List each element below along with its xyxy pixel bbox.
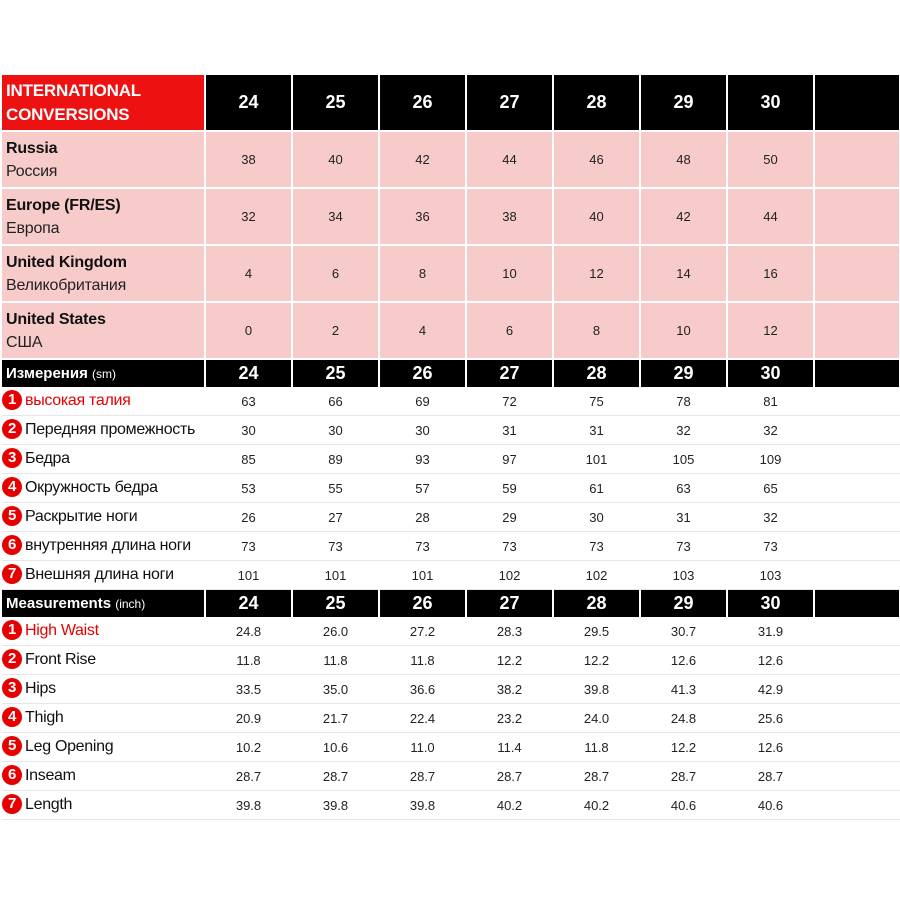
size-chart xyxy=(2,75,900,820)
measurement-label: Окружность бедра xyxy=(25,479,158,496)
measurement-value: 101 xyxy=(205,561,292,590)
measurement-label: Leg Opening xyxy=(25,738,114,755)
size-header-cell: 30 xyxy=(727,75,814,131)
region-name: Europe (FR/ES) xyxy=(6,196,121,214)
measurement-value: 81 xyxy=(727,387,814,416)
measurement-label: Thigh xyxy=(25,709,64,726)
number-badge-icon: 1 xyxy=(2,390,22,410)
measurement-label-cell xyxy=(2,762,205,791)
measurement-value: 28.7 xyxy=(205,762,292,791)
conversion-region-cell xyxy=(2,245,205,302)
size-header-cell: 29 xyxy=(640,75,727,131)
measurement-value: 20.9 xyxy=(205,704,292,733)
measurement-value: 30 xyxy=(553,503,640,532)
measurement-value: 61 xyxy=(553,474,640,503)
measurement-value: 63 xyxy=(640,474,727,503)
measurement-value: 73 xyxy=(292,532,379,561)
conversion-value: 10 xyxy=(466,245,553,302)
measurement-label-cell xyxy=(2,617,205,646)
measurement-label-cell xyxy=(2,532,205,561)
section-title-text: Измерения xyxy=(6,365,88,382)
measurement-row xyxy=(2,646,900,675)
conversion-row xyxy=(2,302,900,359)
size-header-cell: 27 xyxy=(466,590,553,618)
conversion-value: 0 xyxy=(205,302,292,359)
measurement-value: 36.6 xyxy=(379,675,466,704)
measurement-row xyxy=(2,503,900,532)
measurement-value: 28.7 xyxy=(379,762,466,791)
conversion-value: 16 xyxy=(727,245,814,302)
sm-section-header xyxy=(2,359,900,387)
measurement-label: высокая талия xyxy=(25,392,131,409)
measurement-value: 75 xyxy=(553,387,640,416)
number-badge-icon: 4 xyxy=(2,477,22,497)
measurement-value: 28 xyxy=(379,503,466,532)
number-badge-icon: 1 xyxy=(2,620,22,640)
size-header-cell: 24 xyxy=(205,590,292,618)
size-header-cell: 27 xyxy=(466,359,553,387)
measurement-value: 12.2 xyxy=(640,733,727,762)
measurement-value: 23.2 xyxy=(466,704,553,733)
measurement-value: 66 xyxy=(292,387,379,416)
measurement-row xyxy=(2,474,900,503)
measurement-value: 39.8 xyxy=(379,791,466,820)
measurement-value: 27 xyxy=(292,503,379,532)
measurement-label-cell xyxy=(2,416,205,445)
size-header-cell: 25 xyxy=(292,590,379,618)
measurement-value: 10.6 xyxy=(292,733,379,762)
region-translation: Великобритания xyxy=(6,276,127,294)
size-header-cell: 28 xyxy=(553,359,640,387)
measurement-value: 24.0 xyxy=(553,704,640,733)
measurement-value: 65 xyxy=(727,474,814,503)
conversion-region-cell xyxy=(2,302,205,359)
measurement-label-cell xyxy=(2,733,205,762)
measurement-row xyxy=(2,704,900,733)
measurement-value: 73 xyxy=(205,532,292,561)
measurement-value: 59 xyxy=(466,474,553,503)
conversion-value: 8 xyxy=(553,302,640,359)
measurement-value: 73 xyxy=(553,532,640,561)
empty-cell xyxy=(814,445,900,474)
measurement-row xyxy=(2,733,900,762)
measurement-value: 28.7 xyxy=(466,762,553,791)
region-translation: Россия xyxy=(6,162,58,180)
size-header-cell: 29 xyxy=(640,590,727,618)
size-header-cell: 30 xyxy=(727,590,814,618)
measurement-value: 53 xyxy=(205,474,292,503)
conversion-value: 4 xyxy=(379,302,466,359)
measurement-label: Length xyxy=(25,796,73,813)
measurement-label: High Waist xyxy=(25,622,99,639)
conversion-value: 38 xyxy=(466,188,553,245)
measurement-value: 73 xyxy=(640,532,727,561)
measurement-value: 12.6 xyxy=(727,733,814,762)
measurement-value: 28.7 xyxy=(727,762,814,791)
conversion-value: 38 xyxy=(205,131,292,188)
number-badge-icon: 3 xyxy=(2,678,22,698)
measurement-value: 101 xyxy=(292,561,379,590)
measurement-value: 30 xyxy=(379,416,466,445)
measurement-value: 11.8 xyxy=(292,646,379,675)
conversion-value: 32 xyxy=(205,188,292,245)
measurement-value: 29.5 xyxy=(553,617,640,646)
measurement-value: 102 xyxy=(466,561,553,590)
conversion-value: 34 xyxy=(292,188,379,245)
size-table xyxy=(2,75,900,820)
empty-cell xyxy=(814,733,900,762)
measurement-value: 26.0 xyxy=(292,617,379,646)
number-badge-icon: 7 xyxy=(2,794,22,814)
measurement-value: 26 xyxy=(205,503,292,532)
conversion-value: 40 xyxy=(553,188,640,245)
measurement-value: 27.2 xyxy=(379,617,466,646)
conversion-row xyxy=(2,245,900,302)
measurement-value: 39.8 xyxy=(292,791,379,820)
conversion-value: 36 xyxy=(379,188,466,245)
measurement-value: 11.8 xyxy=(205,646,292,675)
region-name: Russia xyxy=(6,139,58,157)
region-translation: Европа xyxy=(6,219,60,237)
measurement-row xyxy=(2,675,900,704)
empty-cell xyxy=(814,762,900,791)
measurement-label-cell xyxy=(2,646,205,675)
measurement-label: Inseam xyxy=(25,767,76,784)
conversion-value: 44 xyxy=(466,131,553,188)
number-badge-icon: 3 xyxy=(2,448,22,468)
number-badge-icon: 5 xyxy=(2,736,22,756)
measurement-value: 63 xyxy=(205,387,292,416)
empty-cell xyxy=(814,474,900,503)
conversion-value: 44 xyxy=(727,188,814,245)
empty-cell xyxy=(814,617,900,646)
measurement-value: 41.3 xyxy=(640,675,727,704)
measurement-value: 12.2 xyxy=(466,646,553,675)
conversion-value: 6 xyxy=(466,302,553,359)
measurement-value: 12.6 xyxy=(727,646,814,675)
measurement-value: 32 xyxy=(727,416,814,445)
measurement-value: 11.4 xyxy=(466,733,553,762)
number-badge-icon: 6 xyxy=(2,535,22,555)
measurement-value: 30 xyxy=(292,416,379,445)
empty-cell xyxy=(814,791,900,820)
measurement-value: 30.7 xyxy=(640,617,727,646)
measurement-row xyxy=(2,532,900,561)
conversions-title: INTERNATIONAL CONVERSIONS xyxy=(2,75,205,131)
measurement-label: Раскрытие ноги xyxy=(25,508,138,525)
section-unit: (inch) xyxy=(115,597,146,611)
conversion-row xyxy=(2,131,900,188)
measurement-row xyxy=(2,387,900,416)
conversion-value: 6 xyxy=(292,245,379,302)
measurement-value: 29 xyxy=(466,503,553,532)
measurement-value: 105 xyxy=(640,445,727,474)
measurement-value: 101 xyxy=(553,445,640,474)
measurement-label-cell xyxy=(2,704,205,733)
conversion-value: 40 xyxy=(292,131,379,188)
empty-cell xyxy=(814,561,900,590)
number-badge-icon: 6 xyxy=(2,765,22,785)
number-badge-icon: 2 xyxy=(2,419,22,439)
conversion-value: 50 xyxy=(727,131,814,188)
measurement-value: 31 xyxy=(553,416,640,445)
conversion-region-cell xyxy=(2,188,205,245)
measurement-value: 40.2 xyxy=(553,791,640,820)
empty-cell xyxy=(814,704,900,733)
measurement-value: 89 xyxy=(292,445,379,474)
measurement-value: 10.2 xyxy=(205,733,292,762)
region-translation: США xyxy=(6,333,43,351)
measurement-value: 103 xyxy=(640,561,727,590)
section-unit: (sm) xyxy=(92,367,117,381)
measurement-value: 39.8 xyxy=(553,675,640,704)
conversions-header-row xyxy=(2,75,900,131)
measurement-value: 72 xyxy=(466,387,553,416)
inch-section-header xyxy=(2,590,900,618)
measurement-value: 55 xyxy=(292,474,379,503)
size-header-cell: 26 xyxy=(379,75,466,131)
measurement-value: 24.8 xyxy=(205,617,292,646)
measurement-label-cell xyxy=(2,791,205,820)
measurement-value: 73 xyxy=(727,532,814,561)
size-header-cell: 25 xyxy=(292,75,379,131)
measurement-value: 73 xyxy=(379,532,466,561)
conversion-region-cell xyxy=(2,131,205,188)
measurement-value: 73 xyxy=(466,532,553,561)
measurement-label-cell xyxy=(2,387,205,416)
measurement-row xyxy=(2,445,900,474)
empty-header-cell xyxy=(814,590,900,618)
conversion-value: 48 xyxy=(640,131,727,188)
size-header-cell: 24 xyxy=(205,359,292,387)
size-header-cell: 25 xyxy=(292,359,379,387)
size-header-cell: 28 xyxy=(553,75,640,131)
section-title xyxy=(2,359,205,387)
size-header-cell: 28 xyxy=(553,590,640,618)
empty-cell xyxy=(814,675,900,704)
measurement-value: 30 xyxy=(205,416,292,445)
conversion-value: 2 xyxy=(292,302,379,359)
measurement-value: 78 xyxy=(640,387,727,416)
empty-cell xyxy=(814,646,900,675)
size-header-cell: 24 xyxy=(205,75,292,131)
section-title xyxy=(2,590,205,618)
measurement-value: 11.0 xyxy=(379,733,466,762)
measurement-value: 101 xyxy=(379,561,466,590)
size-header-cell: 26 xyxy=(379,590,466,618)
number-badge-icon: 4 xyxy=(2,707,22,727)
measurement-value: 28.7 xyxy=(553,762,640,791)
empty-header-cell xyxy=(814,75,900,131)
measurement-label: Hips xyxy=(25,680,56,697)
empty-cell xyxy=(814,387,900,416)
measurement-label: Передняя промежность xyxy=(25,421,196,438)
measurement-label: Бедра xyxy=(25,450,70,467)
measurement-row xyxy=(2,561,900,590)
measurement-value: 103 xyxy=(727,561,814,590)
measurement-label: внутренняя длина ноги xyxy=(25,537,191,554)
measurement-value: 97 xyxy=(466,445,553,474)
measurement-value: 38.2 xyxy=(466,675,553,704)
conversion-value: 46 xyxy=(553,131,640,188)
empty-cell xyxy=(814,416,900,445)
measurement-value: 32 xyxy=(640,416,727,445)
measurement-value: 85 xyxy=(205,445,292,474)
size-header-cell: 26 xyxy=(379,359,466,387)
size-header-cell: 27 xyxy=(466,75,553,131)
measurement-label-cell xyxy=(2,675,205,704)
measurement-label: Внешняя длина ноги xyxy=(25,566,174,583)
region-name: United Kingdom xyxy=(6,253,127,271)
conversion-row xyxy=(2,188,900,245)
measurement-value: 40.2 xyxy=(466,791,553,820)
measurement-value: 93 xyxy=(379,445,466,474)
measurement-value: 109 xyxy=(727,445,814,474)
measurement-value: 31 xyxy=(466,416,553,445)
size-header-cell: 30 xyxy=(727,359,814,387)
section-title-text: Measurements xyxy=(6,595,112,612)
measurement-value: 11.8 xyxy=(553,733,640,762)
size-header-cell: 29 xyxy=(640,359,727,387)
empty-cell xyxy=(814,503,900,532)
measurement-value: 25.6 xyxy=(727,704,814,733)
measurement-value: 31 xyxy=(640,503,727,532)
number-badge-icon: 7 xyxy=(2,564,22,584)
conversion-value: 12 xyxy=(727,302,814,359)
measurement-value: 22.4 xyxy=(379,704,466,733)
measurement-row xyxy=(2,617,900,646)
measurement-row xyxy=(2,416,900,445)
conversion-value: 14 xyxy=(640,245,727,302)
measurement-label-cell xyxy=(2,474,205,503)
measurement-value: 12.2 xyxy=(553,646,640,675)
measurement-value: 40.6 xyxy=(727,791,814,820)
measurement-label-cell xyxy=(2,445,205,474)
measurement-row xyxy=(2,791,900,820)
conversion-value: 10 xyxy=(640,302,727,359)
number-badge-icon: 2 xyxy=(2,649,22,669)
measurement-label: Front Rise xyxy=(25,651,96,668)
measurement-value: 42.9 xyxy=(727,675,814,704)
empty-cell xyxy=(814,302,900,359)
measurement-value: 21.7 xyxy=(292,704,379,733)
measurement-value: 69 xyxy=(379,387,466,416)
measurement-value: 33.5 xyxy=(205,675,292,704)
measurement-value: 11.8 xyxy=(379,646,466,675)
conversion-value: 12 xyxy=(553,245,640,302)
measurement-value: 28.7 xyxy=(292,762,379,791)
measurement-value: 32 xyxy=(727,503,814,532)
measurement-value: 57 xyxy=(379,474,466,503)
measurement-value: 31.9 xyxy=(727,617,814,646)
conversion-value: 8 xyxy=(379,245,466,302)
measurement-value: 12.6 xyxy=(640,646,727,675)
measurement-label-cell xyxy=(2,503,205,532)
conversion-value: 42 xyxy=(640,188,727,245)
empty-cell xyxy=(814,245,900,302)
measurement-value: 39.8 xyxy=(205,791,292,820)
number-badge-icon: 5 xyxy=(2,506,22,526)
measurement-value: 102 xyxy=(553,561,640,590)
empty-header-cell xyxy=(814,359,900,387)
measurement-value: 24.8 xyxy=(640,704,727,733)
measurement-value: 28.3 xyxy=(466,617,553,646)
empty-cell xyxy=(814,532,900,561)
conversion-value: 42 xyxy=(379,131,466,188)
measurement-row xyxy=(2,762,900,791)
measurement-value: 28.7 xyxy=(640,762,727,791)
measurement-value: 40.6 xyxy=(640,791,727,820)
region-name: United States xyxy=(6,310,106,328)
measurement-value: 35.0 xyxy=(292,675,379,704)
empty-cell xyxy=(814,188,900,245)
empty-cell xyxy=(814,131,900,188)
measurement-label-cell xyxy=(2,561,205,590)
conversion-value: 4 xyxy=(205,245,292,302)
